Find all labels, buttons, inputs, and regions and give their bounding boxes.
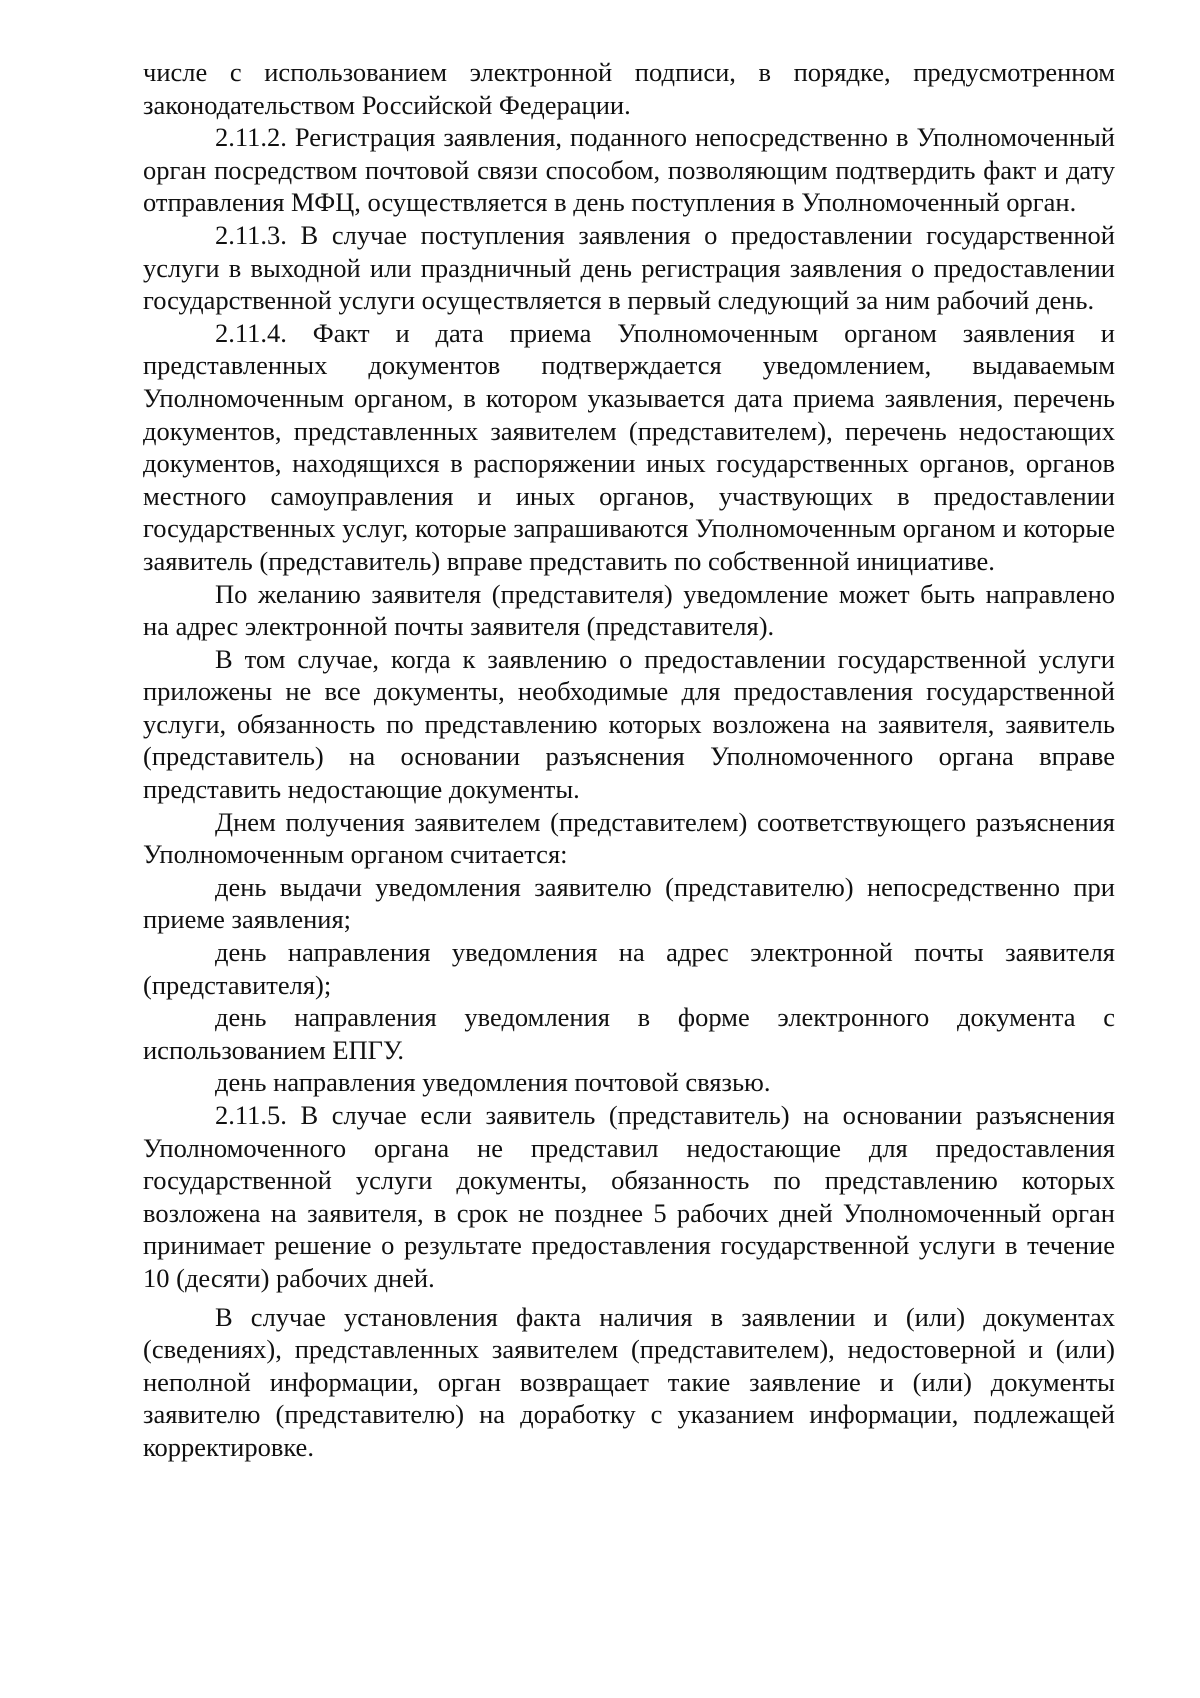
document-body [143, 56, 1115, 1464]
paragraph-email-notice: По желанию заявителя (представителя) уведомление может быть направлено на адрес электронной почты заявителя (представителя). [143, 578, 1115, 642]
paragraph-missing-documents: В том случае, когда к заявлению о предоставлении государственной услуги приложены не все документы, необходимые для предоставления государственной услуги, обязанность по представлению которых возложена на заявителя, заявитель (представитель) на основании разъяснения Уполномоченного органа вправе представить недостающие документы. [143, 643, 1115, 805]
list-item-epgu-day: день направления уведомления в форме электронного документа с использованием ЕПГУ. [143, 1002, 1115, 1065]
paragraph-2-11-5: 2.11.5. В случае если заявитель (представитель) на основании разъяснения Уполномоченного органа не представил недостающие для предоставления государственной услуги документы, обязанность по представлению которых возложена на заявителя, в срок не позднее 5 рабочих дней Уполномоченный орган принимает решение о результате предоставления государственной услуги в течение 10 (десяти) рабочих дней. [143, 1100, 1115, 1293]
paragraph-2-11-4: 2.11.4. Факт и дата приема Уполномоченным органом заявления и представленных документов подтверждается уведомлением, выдаваемым Уполномоченным органом, в котором указывается дата приема заявления, перечень документов, представленных заявителем (представителем), перечень недостающих документов, находящихся в распоряжении иных государственных органов, органов местного самоуправления и иных органов, участвующих в предоставлении государственных услуг, которые запрашиваются Уполномоченным органом и которые заявитель (представитель) вправе представить по собственной инициативе. [143, 317, 1115, 576]
list-item-post-day: день направления уведомления почтовой связью. [215, 1067, 771, 1098]
paragraph-return-for-revision: В случае установления факта наличия в заявлении и (или) документах (сведениях), представленных заявителем (представителем), недостоверной и (или) неполной информации, орган возвращает такие заявление и (или) документы заявителю (представителю) на доработку с указанием информации, подлежащей корректировке. [143, 1301, 1115, 1462]
paragraph-continuation: числе с использованием электронной подписи, в порядке, предусмотренном законодательством Российской Федерации. [143, 57, 1115, 120]
paragraph-receipt-day: Днем получения заявителем (представителем) соответствующего разъяснения Уполномоченным органом считается: [143, 806, 1115, 870]
list-item-email-day: день направления уведомления на адрес электронной почты заявителя (представителя); [143, 937, 1115, 1000]
paragraph-2-11-2: 2.11.2. Регистрация заявления, поданного непосредственно в Уполномоченный орган посредством почтовой связи способом, позволяющим подтвердить факт и дату отправления МФЦ, осуществляется в день поступления в Уполномоченный орган. [143, 122, 1115, 218]
list-item-issue-day: день выдачи уведомления заявителю (представителю) непосредственно при приеме заявления; [143, 871, 1115, 935]
paragraph-2-11-3: 2.11.3. В случае поступления заявления о предоставлении государственной услуги в выходной или праздничный день регистрация заявления о предоставлении государственной услуги осуществляется в первый следующий за ним рабочий день. [143, 219, 1115, 316]
